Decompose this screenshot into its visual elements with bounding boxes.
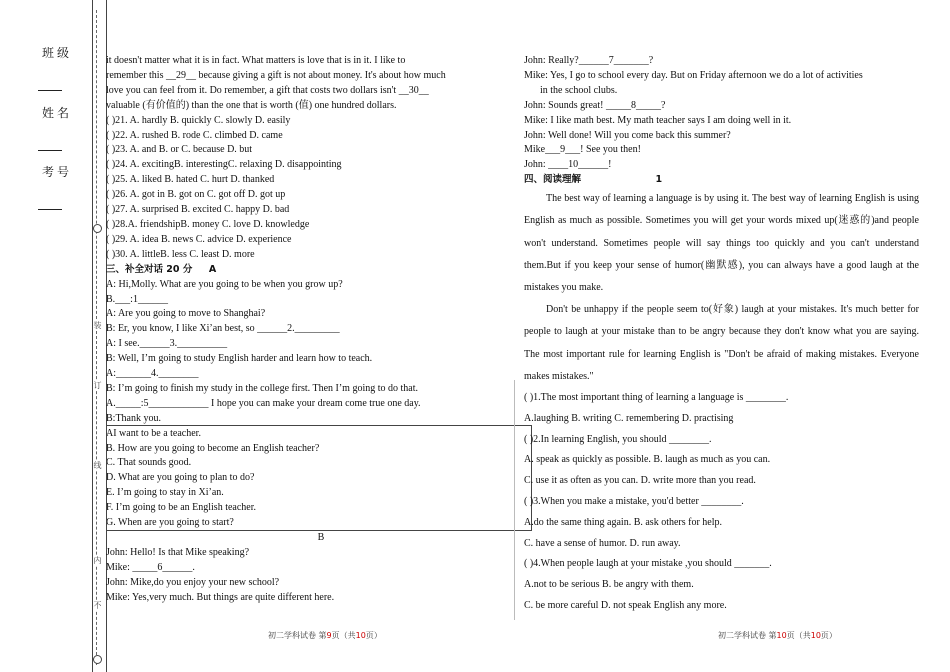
options-box [106, 425, 532, 531]
choice-28: ( )28.A. friendshipB. money C. love D. knowledge [106, 218, 310, 230]
question-4: ( )4.When people laugh at your mistake ,you should _______. [524, 558, 772, 570]
left-footer [268, 630, 382, 641]
section4-title: 四、阅读理解 [524, 174, 582, 186]
section4-heading [524, 173, 919, 188]
option-line: E. I’m going to stay in Xi’an. [106, 487, 224, 499]
reading-paragraph: Don't be unhappy if the people seem to(好象) laugh at your mistakes. It's much better for people to laugh at your mistake than to be angry because they don't know what you are saying. The most important rule for learning English is "Don't be afraid of making mistakes. Everyone makes mistakes." [524, 304, 919, 382]
seal-dotted-line [96, 10, 103, 665]
seal-char: 装 [93, 321, 102, 330]
section3-heading [106, 263, 516, 278]
footer-total: 10 [810, 631, 821, 640]
passage-line: it doesn't matter what it is in fact. What matters is love that is in it. I like to [106, 55, 406, 66]
footer-total: 10 [355, 631, 366, 640]
number-blank [38, 209, 62, 210]
name-label: 姓名 [42, 106, 73, 120]
dialog-line: in the school clubs. [540, 84, 618, 96]
footer-text: 页（共 [786, 631, 811, 640]
seal-char: 不 [93, 601, 102, 610]
dialog-line: John: ____10______! [524, 159, 612, 171]
dialog-b-line: Mike: Yes,very much. But things are quite different here. [106, 591, 335, 603]
question-4-options: A.not to be serious B. be angry with them. [524, 579, 694, 591]
option-line: D. What are you going to plan to do? [106, 472, 255, 484]
class-blank [38, 90, 62, 91]
dialog-a-line: A._____:5____________ I hope you can make your dream come true one day. [106, 397, 421, 409]
option-line: F. I’m going to be an English teacher. [106, 502, 256, 514]
dialog-line: Mike: Yes, I go to school every day. But on Friday afternoon we do a lot of activities [524, 69, 863, 81]
option-line: C. That sounds good. [106, 457, 192, 469]
dialog-line: Mike___9___! See you then! [524, 144, 641, 156]
question-4-options: C. be more careful D. not speak English any more. [524, 599, 727, 611]
seal-char: 线 [93, 461, 102, 470]
footer-text: 页） [820, 631, 837, 640]
dialog-a-line: A: I see.______3.__________ [106, 338, 228, 350]
dialog-a-line: A: Hi,Molly. What are you going to be when you grow up? [106, 278, 343, 290]
dialog-line: John: Well done! Will you come back this summer? [524, 129, 731, 141]
dialog-line: Mike: I like math best. My math teacher says I am doing well in it. [524, 114, 792, 126]
column-divider [514, 380, 515, 620]
reading-passage [524, 188, 919, 388]
question-1: ( )1.The most important thing of learning a language is ________. [524, 391, 789, 403]
footer-text: 页（共 [331, 631, 356, 640]
name-blank [38, 150, 62, 151]
footer-text: 页） [365, 631, 382, 640]
seal-char: 内 [93, 556, 102, 565]
question-3-options: C. have a sense of humor. D. run away. [524, 537, 681, 549]
question-2: ( )2.In learning English, you should ________. [524, 433, 712, 445]
passage-line: valuable (有价值的) than the one that is worth (值) one hundred dollars. [106, 99, 397, 111]
number-label: 考号 [42, 165, 73, 179]
dialog-b-line: John: Mike,do you enjoy your new school? [106, 576, 280, 588]
choice-21: ( )21. A. hardly B. quickly C. slowly D. easily [106, 114, 291, 126]
question-3-options: A.do the same thing again. B. ask others for help. [524, 516, 723, 528]
binding-hole-circle [93, 655, 102, 664]
reading-paragraph: The best way of learning a language is by using it. The best way of learning English is using English as much as possible. Sometimes you will get your words mixed up(迷惑的)and people won't understand. Sometimes people will say things too quickly and you can't understand them.But if you keep your sense of humor(幽默感), you can always have a good laugh at the mistakes you make. [524, 193, 919, 293]
right-page [524, 54, 919, 617]
dialog-a-line: A:_______4.________ [106, 368, 199, 380]
passage-line: love you can feel from it. Do remember, a gift that costs two dollars isn't __30__ [106, 84, 429, 96]
part-b-label: B [317, 532, 325, 543]
dialog-a-line: B: I’m going to finish my study in the college first. Then I’m going to do that. [106, 382, 419, 394]
choice-26: ( )26. A. got in B. got on C. got off D. got up [106, 189, 286, 201]
choice-27: ( )27. A. surprised B. excited C. happy D. bad [106, 204, 290, 216]
dialog-b-line: John: Hello! Is that Mike speaking? [106, 546, 250, 558]
option-line: B. How are you going to become an English teacher? [106, 442, 320, 454]
footer-page: 10 [776, 631, 787, 640]
question-2-options: A. speak as quickly as possible. B. laugh as much as you can. [524, 454, 771, 466]
option-line: AI want to be a teacher. [106, 427, 201, 439]
footer-text: 初二学科试卷 第 [718, 631, 777, 640]
section4-number: 1 [655, 174, 663, 186]
section3-title: 三、补全对话 20 分 [106, 263, 193, 275]
binding-margin [0, 0, 108, 672]
binding-hole-circle [93, 224, 102, 233]
option-line: G. When are you going to start? [106, 517, 234, 529]
choice-29: ( )29. A. idea B. news C. advice D. experience [106, 233, 292, 245]
question-1-options: A.laughing B. writing C. remembering D. practising [524, 412, 734, 424]
choice-30: ( )30. A. littleB. less C. least D. more [106, 248, 255, 260]
choice-22: ( )22. A. rushed B. rode C. climbed D. came [106, 129, 283, 141]
right-footer [718, 630, 837, 641]
choice-25: ( )25. A. liked B. hated C. hurt D. thanked [106, 174, 275, 186]
dialog-a-line: B.___:1______ [106, 293, 168, 305]
dialog-a-line: B: Well, I’m going to study English harder and learn how to teach. [106, 353, 373, 365]
dialog-b-line: Mike: _____6______. [106, 561, 195, 573]
seal-char: 订 [93, 381, 102, 390]
dialog-a-line: B: Er, you know, I like Xi’an best, so ______2._________ [106, 323, 340, 335]
footer-text: 初二学科试卷 第 [268, 631, 327, 640]
passage-line: remember this __29__ because giving a gift is not about money. It's about how much [106, 69, 446, 81]
footer-page: 9 [326, 631, 332, 640]
binding-line [92, 0, 93, 672]
dialog-line: John: Sounds great! _____8_____? [524, 99, 666, 111]
dialog-a-line: B:Thank you. [106, 412, 161, 424]
choice-23: ( )23. A. and B. or C. because D. but [106, 144, 253, 156]
question-3: ( )3.When you make a mistake, you'd better ________. [524, 495, 744, 507]
dialog-a-line: A: Are you going to move to Shanghai? [106, 308, 266, 320]
section3-part: A [208, 263, 217, 275]
class-label: 班级 [42, 46, 73, 60]
question-2-options: C. use it as often as you can. D. write more than you read. [524, 475, 756, 487]
choice-24: ( )24. A. excitingB. interestingC. relaxing D. disappointing [106, 159, 342, 171]
dialog-line: John: Really?______7_______? [524, 55, 654, 66]
